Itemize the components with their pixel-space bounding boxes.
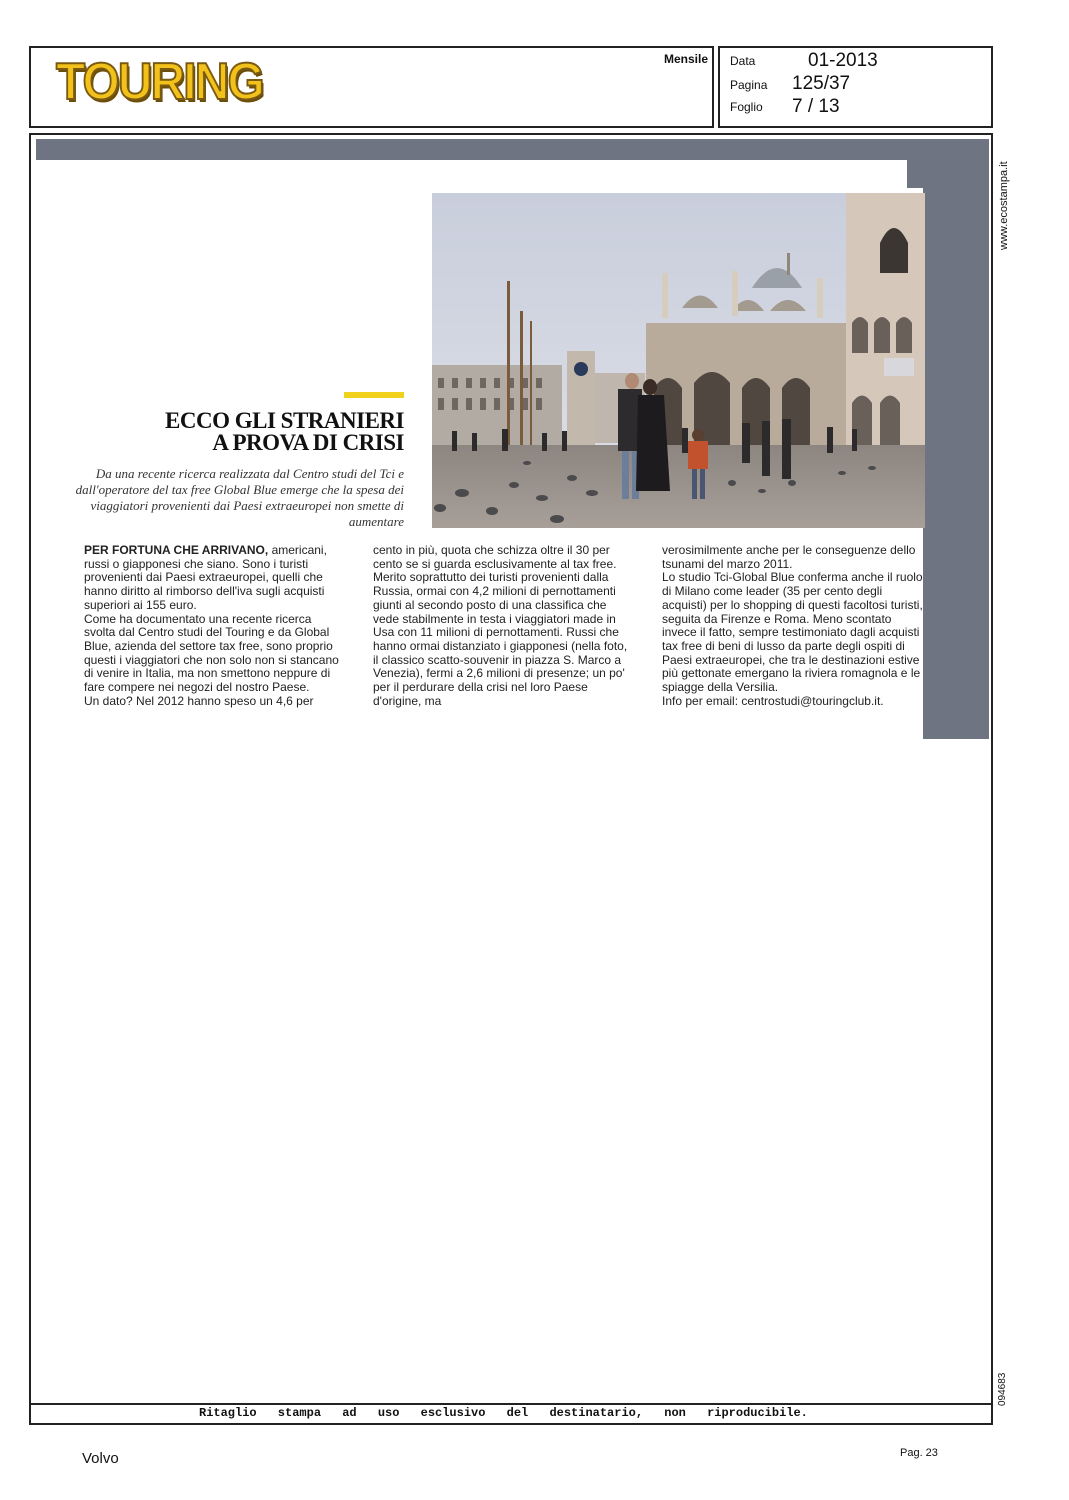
data-value: 01-2013 [808, 50, 878, 71]
headline-line-1: ECCO GLI STRANIERI [165, 408, 404, 433]
page-edge-right [923, 139, 989, 739]
article-lede: Da una recente ricerca realizzata dal Centro studi del Tci e dall'operatore del tax free Global Blue emerge che la spesa dei viaggiatori provenienti dai Paesi extraeuropei non smette di aumentare [75, 466, 404, 529]
venice-photo [432, 193, 925, 528]
article-headline [110, 410, 404, 454]
piazza-san-marco-image [432, 193, 925, 528]
side-url: www.ecostampa.it [998, 161, 1010, 250]
col1-paragraph-2: Come ha documentato una recente ricerca svolta dal Centro studi del Touring e da Global Blue, azienda del settore tax free, sono proprio questi i viaggiatori che non solo non si stancano di venire in Italia, ma non smettono neppure di fare compere nei negozi del nostro Paese. [84, 611, 339, 695]
disclaimer: Ritaglio stampa ad uso esclusivo del destinatario, non riproducibile. [199, 1406, 808, 1420]
footer-divider [29, 1403, 993, 1405]
accent-bar [344, 392, 404, 398]
data-label: Data [730, 54, 756, 68]
page-number: Pag. 23 [900, 1447, 938, 1459]
headline-line-2: A PROVA DI CRISI [212, 430, 404, 455]
col3-paragraph-2: Lo studio Tci-Global Blue conferma anche il ruolo di Milano come leader (35 per cento degli acquisti) per lo shopping di questi facoltosi turisti, seguita da Firenze e Roma. Meno scontato invece il fatto, sempre testimoniato dagli acquisti tax free di beni di lusso da parte degli ospiti di Paesi extraeuropei, che tra le destinazioni estive più gettonate emergano la riviera romagnola e le spiagge della Versilia. [662, 570, 923, 695]
foglio-value: 7 / 13 [792, 96, 840, 117]
body-column-3 [662, 544, 924, 708]
side-code: 094683 [997, 1372, 1008, 1406]
body-column-1 [84, 544, 346, 708]
col3-paragraph-1: verosimilmente anche per le conseguenze dello tsunami del marzo 2011. [662, 543, 916, 571]
col1-paragraph-3: Un dato? Nel 2012 hanno speso un 4,6 per [84, 693, 314, 708]
page-edge-top [36, 139, 989, 160]
client-name: Volvo [82, 1450, 119, 1467]
pagina-label: Pagina [730, 78, 768, 92]
page-corner [907, 160, 923, 188]
pagina-value: 125/37 [792, 73, 851, 94]
body-column-2 [373, 544, 635, 708]
touring-logo: TOURING [56, 53, 263, 111]
col2-paragraph: cento in più, quota che schizza oltre il 30 per cento se si guarda esclusivamente al tax free. Merito soprattutto dei turisti provenienti dalla Russia, ormai con 4,2 milioni di pernottamenti giunti al secondo posto di una classifica che vede stabilmente in testa i viaggiatori made in Usa con 11 milioni di pernottamenti. Russi che hanno ormai distanziato i giapponesi (nella foto, il classico scatto-souvenir in piazza S. Marco a Venezia), fermi a 2,6 milioni di presenze; un po' per il perdurare della crisi nel loro Paese d'origine, ma [373, 543, 628, 708]
col1-paragraph-1: americani, russi o giapponesi che siano. Sono i turisti provenienti dai Paesi extraeuropei, quelli che hanno diritto al rimborso dell'iva sugli acquisti superiori ai 155 euro. [84, 543, 327, 612]
frequency-label: Mensile [664, 52, 709, 66]
col3-paragraph-3: Info per email: centrostudi@touringclub.it. [662, 693, 884, 708]
lead-in: PER FORTUNA CHE ARRIVANO, [84, 543, 269, 557]
foglio-label: Foglio [730, 100, 763, 114]
